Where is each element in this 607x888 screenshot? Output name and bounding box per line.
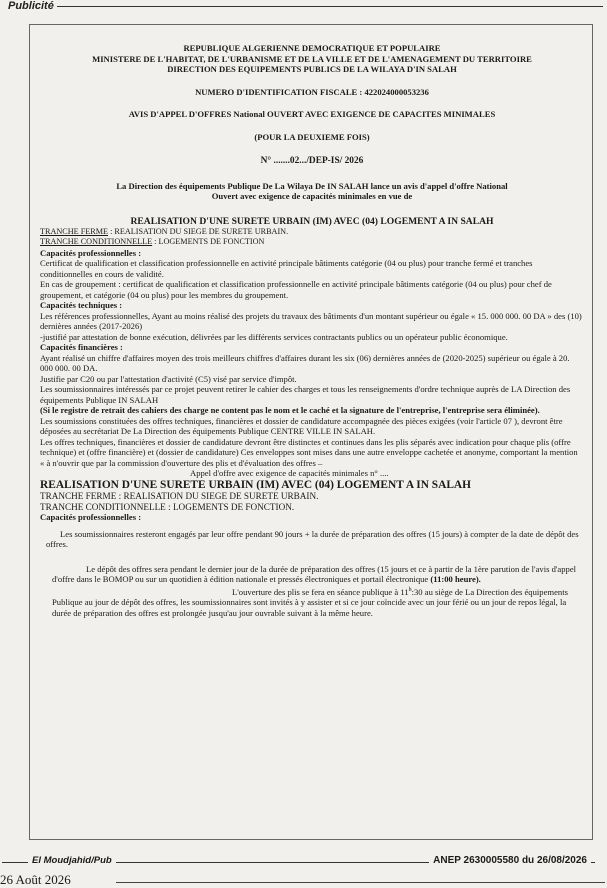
publisher-credit: El Moudjahid/Pub [28, 855, 116, 866]
project-title-2: REALISATION D'UNE SURETE URBAIN (IM) AVEC (04) LOGEMENT A IN SALAH [40, 478, 472, 491]
ouverture-part-b: :30 au siège de La Direction des équipements Publique au jour de dépôt des offres, les soumissionnaires sont invités à y assister et si ce jour coïncide avec un jour férié ou un jour de repos légal, la durée de préparation des offres est prolongée jusqu'au jour ouvrable suivant à la même heure. [52, 586, 568, 618]
intro-line-2: Ouvert avec exigence de capacités minimales en vue de [211, 191, 413, 201]
offres-text: Les offres techniques, financières et dossier de candidature devront être distinctes et continues dans les plis séparés avec indication pour chaque plis (offre technique) et (offre financière) et (dossier de candidature) Ces enveloppes sont mises dans une autre enveloppe cachetée et anonyme, comportant la mention « à n'ouvrir que par la commission d'ouverture des plis et d'évaluation des offres – [40, 436, 578, 468]
engagement-text: Les soumissionnaires resteront engagés par leur offre pendant 90 jours + la durée de préparation des offres (15 jours) à compter de la date de dépôt des offres. [46, 528, 579, 550]
publicite-label: Publicité [8, 0, 57, 12]
tranche-ferme-2: TRANCHE FERME : REALISATION DU SIEGE DE SURETE URBAIN. [40, 491, 319, 501]
cap-pro-heading: Capacités professionnelles : [40, 247, 142, 258]
tranche-ferme-line [40, 227, 584, 238]
ouverture-hour-suffix: h [408, 586, 412, 593]
cap-fin-text-2: Justifie par C20 ou par l'attestation d'activité (C5) visé par service d'impôt. [40, 373, 297, 384]
retrait-text: Les soumissionnaires intéressés par ce projet peuvent retirer le cahier des charges et tous les renseignements d'ordre technique auprès de LA Direction des équipements Publique IN SALAH [40, 384, 571, 405]
soumissions-text: Les soumissions constituées des offres techniques, financières et dossier de candidature accompagnée des pièces exigées (voir l'article 07 ), devront être déposées au secrétariat De La Direction des équipements Publique CENTRE VILLE IN SALAH. [40, 415, 563, 436]
retrait-warning: (Si le registre de retrait des cahiers des charge ne content pas le nom et le caché et la signature de l'entreprise, l'entreprise sera éliminée). [40, 405, 540, 415]
republic-header: REPUBLIQUE ALGERIENNE DEMOCRATIQUE ET POPULAIRE [183, 43, 441, 53]
cap-tech-heading: Capacités techniques : [40, 300, 123, 310]
top-rule [50, 6, 603, 7]
ouverture-part-a: L'ouverture des plis se fera en séance publique à 11 [232, 586, 409, 597]
ouverture-text [40, 585, 584, 618]
tranche-ferme-label: TRANCHE FERME [40, 226, 109, 236]
cap-pro-heading-2: Capacités professionnelles : [40, 512, 142, 523]
project-title: REALISATION D'UNE SURETE URBAIN (IM) AVEC (04) LOGEMENT A IN SALAH [130, 215, 494, 227]
cap-fin-text-1: Ayant réalisé un chiffre d'affaires moyen des trois meilleurs chiffres d'affaires durant les six (06) dernières années de (2020-2025) supérieur ou égale à 20. 000 000. 00 DA. [40, 352, 570, 373]
issue-date: 26 Août 2026 [0, 872, 71, 887]
anep-reference: ANEP 2630005580 du 26/08/2026 [429, 855, 591, 866]
avis-number: N° .......02.../DEP-IS/ 2026 [260, 156, 364, 166]
footer-bar [0, 855, 607, 869]
second-time-note: (POUR LA DEUXIEME FOIS) [254, 131, 370, 142]
direction-header: DIRECTION DES EQUIPEMENTS PUBLICS DE LA WILAYA D'IN SALAH [167, 64, 457, 74]
depot-time: (11:00 heure). [430, 574, 481, 585]
tranche-cond-label: TRANCHE CONDITIONNELLE [40, 237, 153, 246]
date-rule [116, 882, 605, 883]
depot-body: Le dépôt des offres sera pendant le dernier jour de la durée de préparation des offres (15 jours et ce à partir de la 1ère parution de l'avis d'appel d'offre dans le BOMOP ou sur un quotidien à édition nationale et pressés électroniques et portail électronique [52, 563, 577, 585]
avis-title: AVIS D'APPEL D'OFFRES National OUVERT AVEC EXIGENCE DE CAPACITES MINIMALES [128, 109, 496, 119]
announcement-frame [29, 24, 593, 840]
depot-text [40, 564, 584, 585]
cap-pro-text-1: Certificat de qualification et classification professionnelle en activité principale bâtiments catégorie (04 ou plus) pour tranche fermé et tranches conditionnelles en cours de validité. [40, 258, 533, 279]
nif-line: NUMERO D'IDENTIFICATION FISCALE : 422024000053236 [195, 86, 429, 97]
intro-line-1: La Direction des équipements Publique De La Wilaya De IN SALAH lance un avis d'appel d'offre National [116, 180, 508, 191]
tranche-cond-line [40, 237, 584, 248]
cap-tech-text-2: -justifié par attestation de bonne exécution, délivrées par les différents services contractants publics ou un opérateur public économique. [40, 331, 508, 342]
ministry-header: MINISTERE DE L'HABITAT, DE L'URBANISME ET DE LA VILLE ET DE L'AMENAGEMENT DU TERRITOIRE [92, 53, 532, 64]
cap-fin-heading: Capacités financières : [40, 342, 123, 352]
tranche-cond-text: : LOGEMENTS DE FONCTION [152, 237, 265, 246]
appel-reference: Appel d'offre avec exigence de capacités minimales n° .... [190, 468, 389, 478]
announcement-content [30, 25, 592, 618]
cap-pro-text-2: En cas de groupement : certificat de qualification et classification professionnelle en activité principale bâtiments catégorie (04 ou plus) pour chef de groupement, et catégorie (04 ou plus) pour les membres du groupement. [40, 279, 552, 300]
cap-tech-text-1: Les références professionnelles, Ayant au moins réalisé des projets du travaux des bâtiments d'un montant supérieur ou égale « 15. 000 000. 00 DA » des (10) dernières années (2017-2026) [40, 310, 582, 331]
tranche-ferme-text: : REALISATION DU SIEGE DE SURETE URBAIN. [108, 226, 289, 236]
tranche-cond-2: TRANCHE CONDITIONNELLE : LOGEMENTS DE FONCTION. [40, 501, 295, 512]
